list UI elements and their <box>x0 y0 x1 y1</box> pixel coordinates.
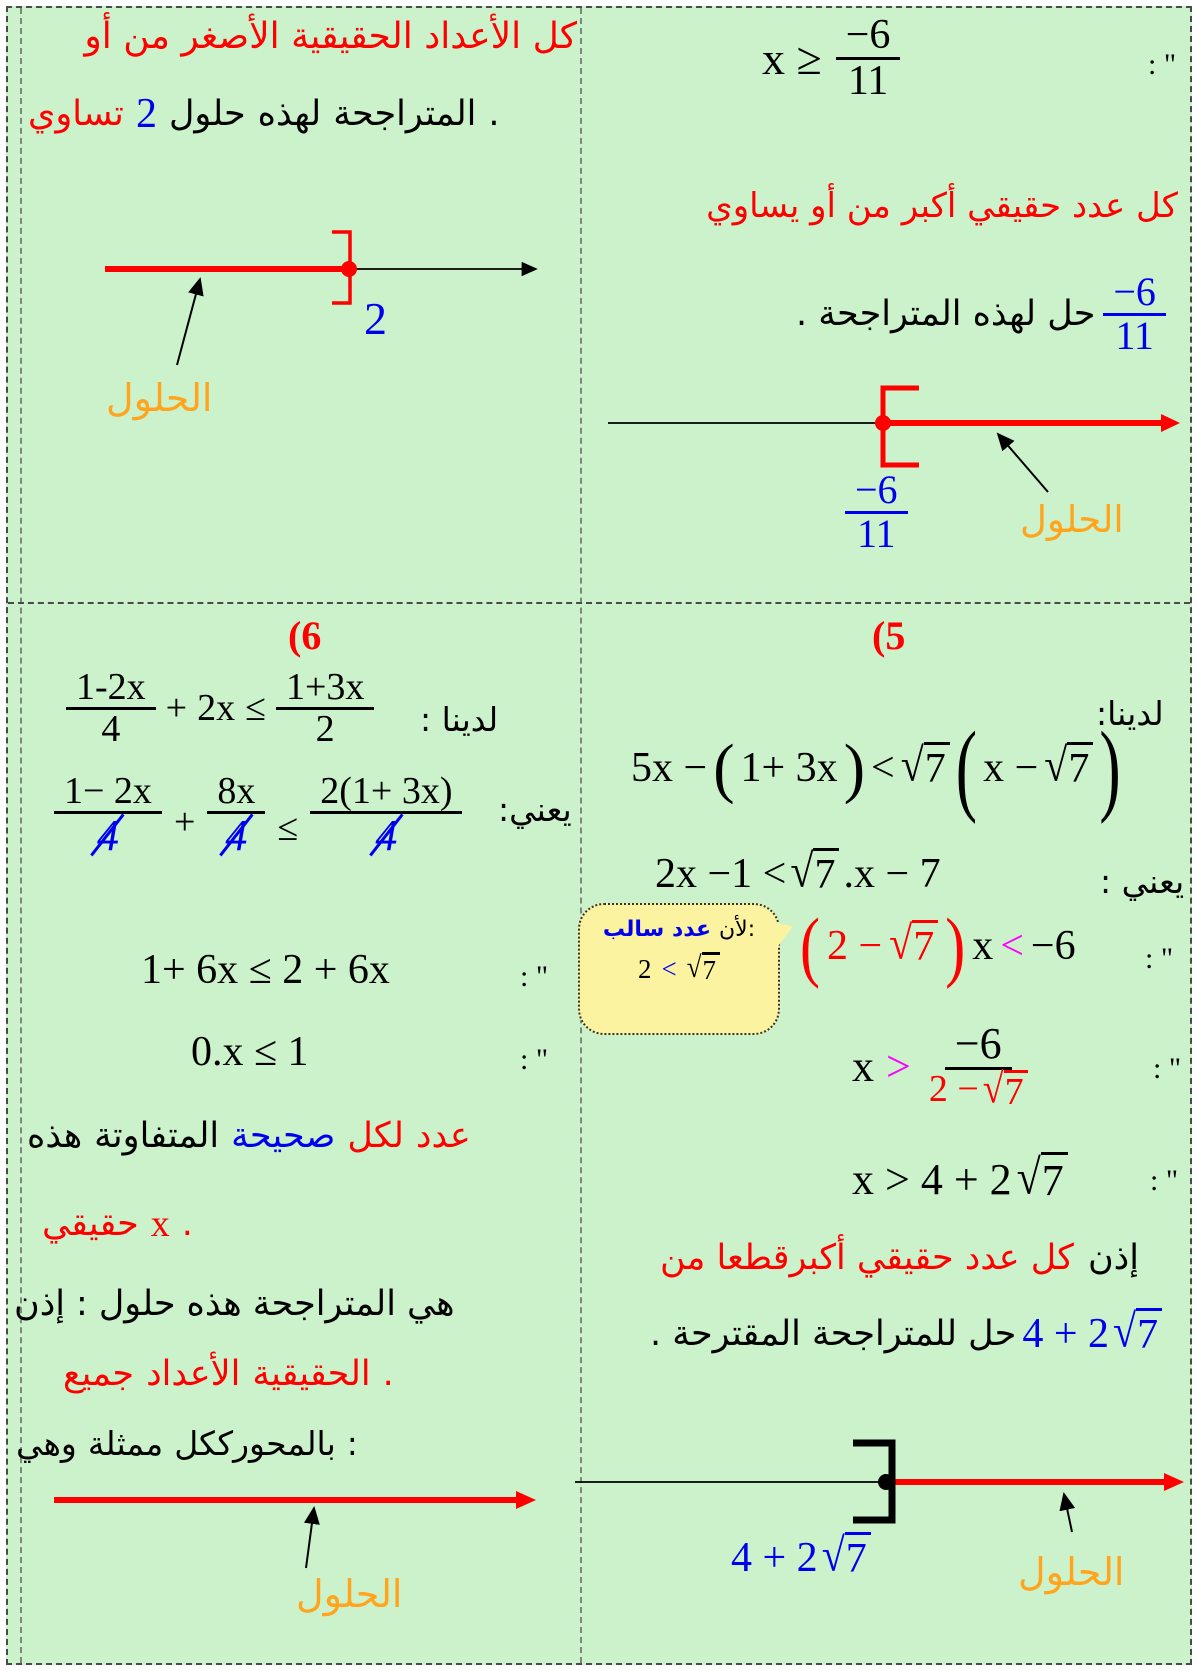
br-m5-a: x > 4 + 2 <box>852 1154 1012 1204</box>
bl-t3-w1: إذن <box>14 1284 66 1324</box>
br-point <box>878 1474 894 1490</box>
br-means-label: يعني : <box>1100 862 1185 901</box>
br-callout-radical: 7 <box>702 952 721 986</box>
br-m1-paren2: ) <box>843 730 865 805</box>
bl-t4-w2: الأعداد <box>146 1354 241 1394</box>
bl-exercise-number: (6 <box>288 613 322 658</box>
tl-word-tasawi: تساوي <box>28 94 124 134</box>
br-callout-two: 2 <box>637 953 652 984</box>
bl-m2-f2-den-cancelled: 4 <box>219 814 253 859</box>
br-axis-label: 4 + 2 <box>731 1534 818 1581</box>
br-ditto-3: : " <box>1150 1164 1179 1197</box>
br-m4-x: x <box>852 1042 874 1092</box>
br-m5-radical: 7 <box>1041 1152 1068 1206</box>
br-ditto-2: : " <box>1153 1052 1182 1085</box>
bl-m2-f1-den-cancelled: 4 <box>91 814 125 859</box>
bl-ditto-1: : " <box>520 960 549 993</box>
br-m1-c: x − <box>983 744 1039 791</box>
bl-step3: 1+ 6x ≤ 2 + 6x <box>141 947 390 993</box>
bl-t5-w2: ممثلة <box>87 1424 164 1463</box>
br-ray-arrowhead <box>1164 1473 1184 1491</box>
br-m1-radical2-sign: √ <box>1044 740 1068 792</box>
br-m5-radical-sign: √ <box>1016 1150 1041 1205</box>
bl-m1-plus: + <box>165 687 188 730</box>
br-m2-b: .x − 7 <box>843 850 941 897</box>
br-callout-radical-sign: √ <box>686 950 702 984</box>
br-m1-lt: < <box>871 744 895 791</box>
bl-m1-le: ≤ <box>245 687 266 730</box>
bl-we-have-label: لدينا : <box>420 700 499 739</box>
bl-step4: 0.x ≤ 1 <box>191 1029 309 1075</box>
tr-frac-den: 11 <box>1115 312 1154 358</box>
bl-t3-w2: : <box>76 1284 88 1324</box>
tr-ineq-lhs: x ≥ <box>762 32 822 84</box>
bl-t3-w3: حلول <box>98 1284 176 1324</box>
bl-t2-w3: . <box>181 1204 193 1244</box>
br-m2-a: 2x −1 < <box>655 850 787 897</box>
bl-t5-w1: وهي <box>16 1424 77 1463</box>
br-m3-radical-sign: √ <box>889 918 913 970</box>
br-m2-radical-sign: √ <box>790 846 814 898</box>
br-m1-radical1-sign: √ <box>900 740 924 792</box>
br-m1-radical1: 7 <box>924 742 950 793</box>
br-m4-den-a: 2 − <box>928 1067 979 1110</box>
br-m1-paren3: ( <box>955 710 978 825</box>
bl-t3-w6: هي <box>406 1284 455 1324</box>
br-m4-num: −6 <box>945 1022 1012 1070</box>
br-m3-b: −6 <box>1030 922 1076 969</box>
br-m4-den-radical: 7 <box>1004 1070 1028 1112</box>
tr-frac-num: −6 <box>1103 272 1166 316</box>
br-solutions-label: الحلول <box>1018 1550 1125 1594</box>
tl-word-moutarajaha: المتراجحة <box>333 94 477 134</box>
br-m3-paren1: ( <box>800 902 820 989</box>
br-conclusion-black: حل للمتراجحة المقترحة . <box>650 1313 1017 1354</box>
br-pointer-arrow <box>1064 1494 1072 1532</box>
tr-axis-frac-den: 11 <box>857 510 896 556</box>
br-callout-bubble <box>578 903 780 1035</box>
tl-word-lihadhihi: لهذه <box>257 94 322 134</box>
bl-ditto-2: : " <box>520 1043 549 1076</box>
tr-solutions-label: الحلول <box>1020 498 1124 541</box>
bl-m2-f2-num: 8x <box>207 772 265 814</box>
br-conclusion-radical-sign: √ <box>1113 1306 1137 1358</box>
br-m3-lt: < <box>1000 922 1024 969</box>
bl-t3-w5: المتراجحة <box>252 1284 396 1324</box>
br-conclusion-radical: 7 <box>1136 1308 1162 1359</box>
bl-solutions-label: الحلول <box>296 1572 403 1616</box>
tr-ineq-den: 11 <box>847 57 889 104</box>
bl-m2-f3-num: 2(1+ 3x) <box>310 772 462 814</box>
bl-m1-mid: 2x <box>197 687 236 730</box>
bl-means-label: يعني: <box>498 790 572 829</box>
bl-m1-f1-den: 4 <box>101 707 121 750</box>
br-conclusion-value: 4 + 2 <box>1022 1310 1110 1357</box>
tl-period: . <box>488 94 500 134</box>
br-m3-paren2: ) <box>945 902 966 989</box>
br-m1-paren4: ) <box>1099 710 1121 825</box>
bl-m1-f2-den: 2 <box>315 707 335 750</box>
bl-m2-plus: + <box>173 801 196 843</box>
br-conclusion-idhan: إذن <box>1087 1238 1139 1278</box>
bl-m1-f1-num: 1-2x <box>66 668 156 710</box>
bl-t1-w2: المتفاوتة <box>94 1116 220 1156</box>
bl-t4-w3: الحقيقية <box>252 1354 371 1394</box>
br-m4-gt: > <box>886 1042 911 1092</box>
bl-t5-w3: بالمحورككل <box>174 1424 336 1463</box>
br-m1-b: 1+ 3x <box>740 744 838 791</box>
bl-m2-f1-num: 1− 2x <box>54 772 162 814</box>
br-m3-radical: 7 <box>912 920 938 971</box>
bl-t2-w1: حقيقي <box>42 1204 139 1244</box>
tl-solutions-label: الحلول <box>106 376 213 420</box>
tl-axis-point-label: 2 <box>364 293 387 344</box>
br-m4-den-radical-sign: √ <box>982 1065 1004 1113</box>
br-m1-paren1: ( <box>713 730 735 805</box>
tr-axis-frac-num: −6 <box>845 470 908 514</box>
bl-t1-w1: هذه <box>27 1116 83 1156</box>
bl-t1-w3: صحيحة <box>231 1116 336 1156</box>
br-callout-because: لأن: <box>719 917 756 942</box>
tl-word-holoul: حلول <box>168 94 246 134</box>
bl-m2-le: ≤ <box>277 807 299 849</box>
br-conclusion-red: كل عدد حقيقي أكبرقطعا من <box>660 1238 1074 1278</box>
bl-t3-w4: هذه <box>186 1284 242 1324</box>
bl-m2-f3-den-cancelled: 4 <box>369 814 403 859</box>
br-we-have-label: لدينا: <box>1096 694 1164 733</box>
br-callout-tail <box>771 917 797 947</box>
tl-sentence-line1: كل الأعداد الحقيقية الأصغر من أو <box>84 16 577 57</box>
tr-ineq-num: −6 <box>836 14 901 60</box>
bl-m1-f2-num: 1+3x <box>276 668 374 710</box>
br-axis-label-radical-sign: √ <box>821 1530 845 1582</box>
br-m3-a: 2 − <box>826 922 883 969</box>
br-axis-label-radical: 7 <box>845 1532 871 1583</box>
bl-t4-w4: . <box>382 1354 394 1394</box>
br-callout-negative: عدد سالب <box>602 917 711 942</box>
br-m3-x: x <box>972 922 994 969</box>
bl-t5-w4: : <box>346 1424 358 1463</box>
br-m1-radical2: 7 <box>1067 742 1093 793</box>
bl-t1-w4: لكل <box>347 1116 404 1156</box>
br-m2-radical: 7 <box>813 848 839 899</box>
bl-t4-w1: جميع <box>63 1354 135 1394</box>
bl-t2-w2: x <box>150 1203 170 1245</box>
tr-red-sentence: كل عدد حقيقي أكبر من أو يساوي <box>706 186 1178 226</box>
bl-t1-w5: عدد <box>415 1116 471 1156</box>
br-exercise-number: (5 <box>872 613 906 658</box>
br-callout-lt: < <box>661 953 677 984</box>
tr-ditto-1: : " <box>1148 48 1177 81</box>
tl-value-2: 2 <box>135 91 157 137</box>
br-ditto-1: : " <box>1145 942 1174 975</box>
tr-sol-sentence: حل لهذه المتراجحة . <box>796 294 1096 335</box>
br-m1-a: 5x − <box>631 744 708 791</box>
